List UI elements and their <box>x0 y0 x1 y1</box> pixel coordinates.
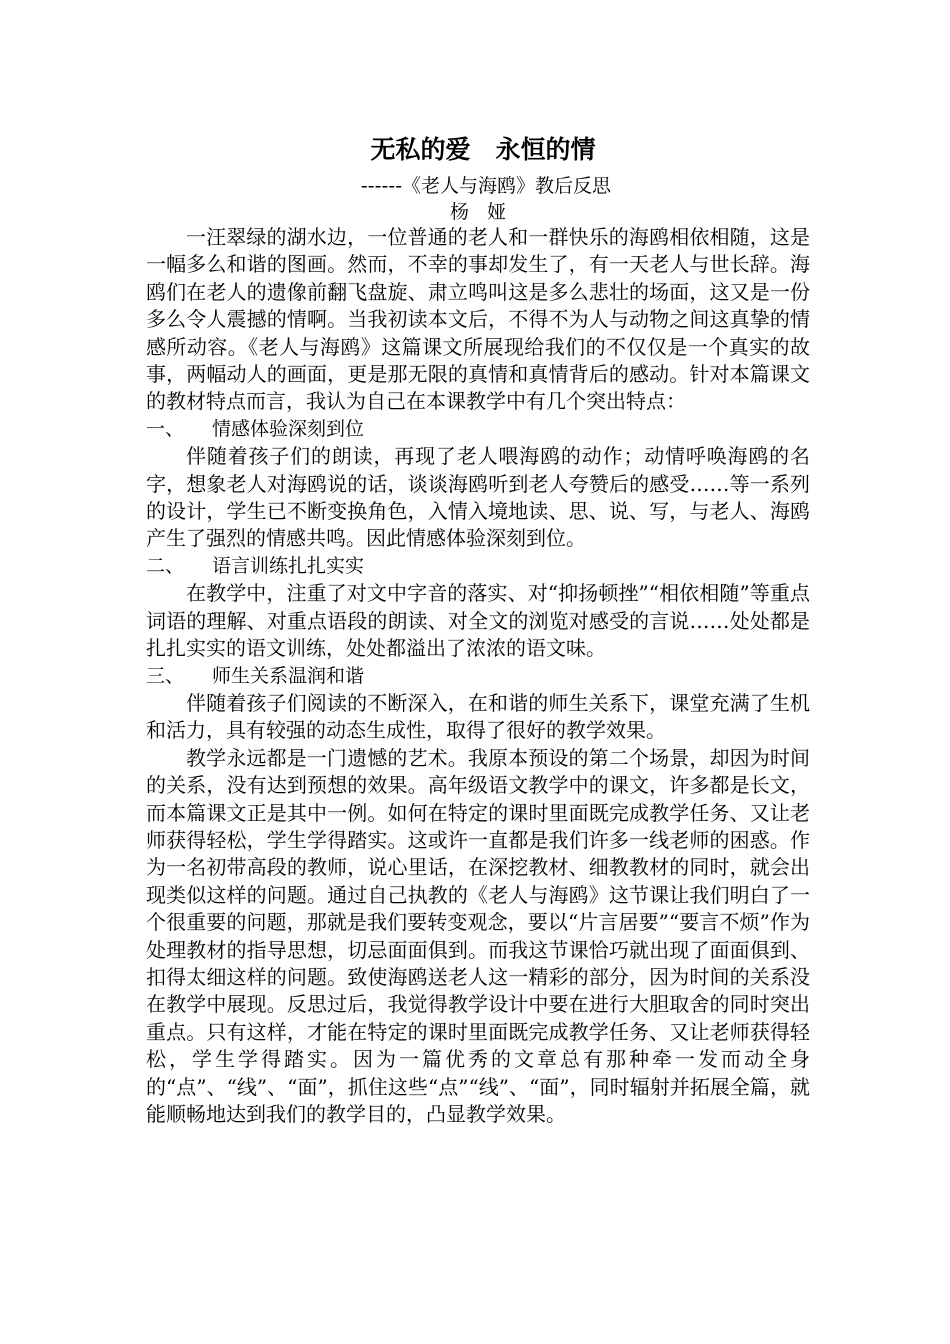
section-body-2: 在教学中，注重了对文中字音的落实、对“抑扬顿挫”“相依相随”等重点词语的理解、对重点语段的朗读、对全文的浏览对感受的言说……处处都是扎扎实实的语文训练，处处都溢出了浓浓的语文味。 <box>146 581 810 661</box>
section-heading-1 <box>146 416 810 443</box>
document-title: 无私的爱 永恒的情 <box>370 135 596 164</box>
document-subtitle: ------《老人与海鸥》教后反思 <box>360 175 612 197</box>
intro-paragraph: 一汪翠绿的湖水边，一位普通的老人和一群快乐的海鸥相依相随，这是一幅多么和谐的图画。然而，不幸的事却发生了，有一天老人与世长辞。海鸥们在老人的遗像前翻飞盘旋、肃立鸣叫这是多么悲壮的场面，这又是一份多么令人震撼的情啊。当我初读本文后，不得不为人与动物之间这真挚的情感所动容。《老人与海鸥》这篇课文所展现给我们的不仅仅是一个真实的故事，两幅动人的画面，更是那无限的真情和真情背后的感动。针对本篇课文的教材特点而言，我认为自己在本课教学中有几个突出特点： <box>146 225 810 414</box>
section-number-3: 三、 <box>146 664 185 687</box>
section-title-3: 师生关系温润和谐 <box>212 664 365 687</box>
section-title-2: 语言训练扎扎实实 <box>212 554 365 577</box>
section-body-3: 伴随着孩子们阅读的不断深入，在和谐的师生关系下，课堂充满了生机和活力，具有较强的动态生成性，取得了很好的教学效果。 <box>146 690 810 743</box>
section-number-2: 二、 <box>146 554 185 577</box>
section-heading-2 <box>146 553 810 580</box>
author-name: 杨 娅 <box>449 201 513 223</box>
section-body-1: 伴随着孩子们的朗读，再现了老人喂海鸥的动作；动情呼唤海鸥的名字，想象老人对海鸥说的话，谈谈海鸥听到老人夸赞后的感受……等一系列的设计，学生已不断变换角色，入情入境地读、思、说、写，与老人、海鸥产生了强烈的情感共鸣。因此情感体验深刻到位。 <box>146 444 810 551</box>
section-title-1: 情感体验深刻到位 <box>212 417 365 440</box>
reflection-paragraph: 教学永远都是一门遗憾的艺术。我原本预设的第二个场景，却因为时间的关系，没有达到预想的效果。高年级语文教学中的课文，许多都是长文，而本篇课文正是其中一例。如何在特定的课时里面既完成教学任务、又让老师获得轻松，学生学得踏实。这或许一直都是我们许多一线老师的困惑。作为一名初带高段的教师，说心里话，在深挖教材、细教教材的同时，就会出现类似这样的问题。通过自己执教的《老人与海鸥》这节课让我们明白了一个很重要的问题，那就是我们要转变观念，要以“片言居要”“要言不烦”作为处理教材的指导思想，切忌面面俱到。而我这节课恰巧就出现了面面俱到、扣得太细这样的问题。致使海鸥送老人这一精彩的部分，因为时间的关系没在教学中展现。反思过后，我觉得教学设计中要在进行大胆取舍的同时突出重点。只有这样，才能在特定的课时里面既完成教学任务、又让老师获得轻松，学生学得踏实。因为一篇优秀的文章总有那种牵一发而动全身的“点”、“线”、“面”，抓住这些“点”“线”、“面”，同时辐射并拓展全篇，就能顺畅地达到我们的教学目的，凸显教学效果。 <box>146 745 810 1126</box>
document-body <box>146 128 810 1128</box>
section-number-1: 一、 <box>146 417 185 440</box>
section-heading-3 <box>146 663 810 690</box>
